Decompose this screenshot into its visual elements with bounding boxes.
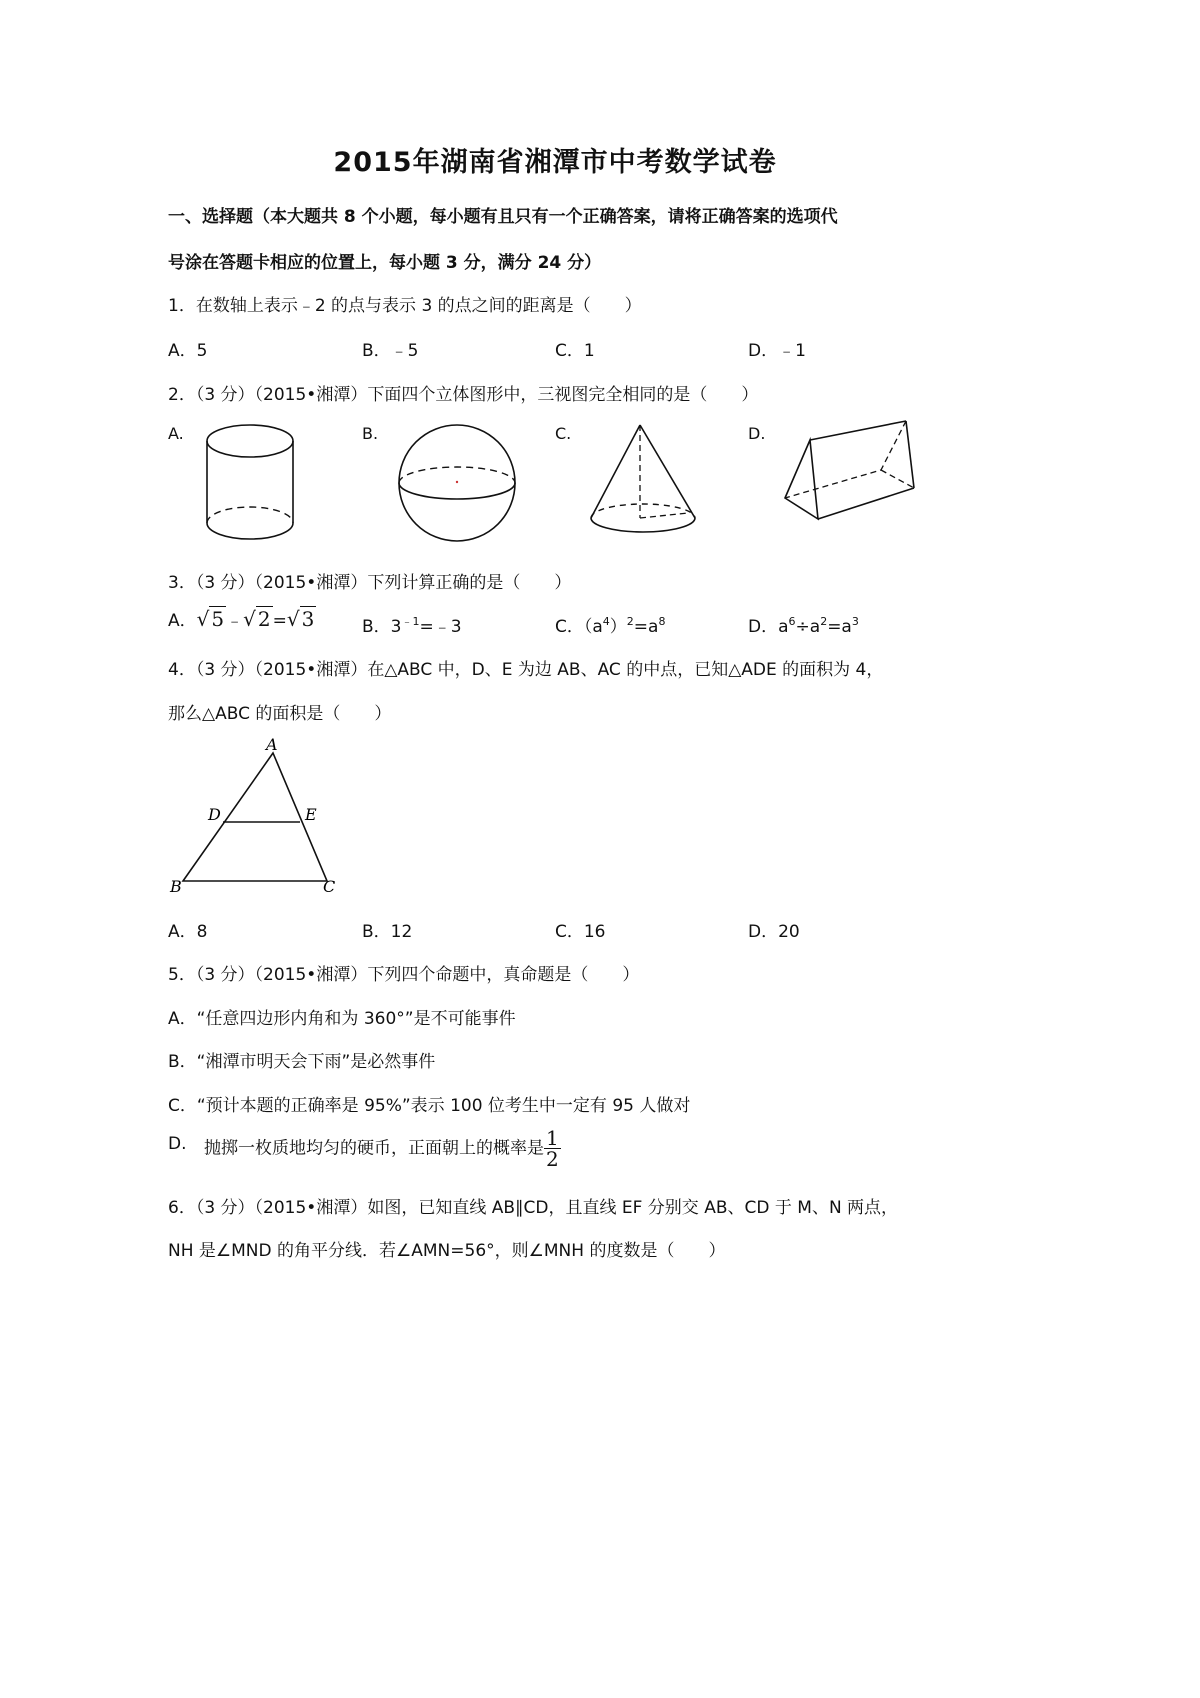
q3-option-a-label: A．	[168, 611, 197, 631]
q1-stem: 1．在数轴上表示﹣2 的点与表示 3 的点之间的距离是（ ）	[168, 296, 642, 316]
sqrt-2: √ 2	[243, 607, 271, 631]
sqrt-5: √ 5	[196, 607, 225, 631]
q4-stem-line1: 4．（3 分）（2015•湘潭）在△ABC 中，D、E 为边 AB、AC 的中点，已知△ADE 的面积为 4，	[168, 660, 884, 680]
q3-d-a: a	[778, 617, 789, 637]
q3-c-exp3: 8	[658, 615, 666, 628]
minus-sign: ﹣	[226, 611, 244, 631]
q3-option-c	[555, 612, 665, 637]
fraction-numerator: 1	[546, 1126, 559, 1150]
q4-option-b: B．12	[362, 922, 413, 942]
cone-icon	[588, 422, 700, 542]
section-heading-line1: 一、选择题（本大题共 8 个小题，每小题有且只有一个正确答案，请将正确答案的选项代	[168, 207, 838, 227]
q5-option-a: A．“任意四边形内角和为 360°”是不可能事件	[168, 1009, 516, 1029]
q3-c-exp1: 4	[602, 615, 610, 628]
sqrt-3: √ 3	[286, 607, 315, 631]
q5-option-c: C．“预计本题的正确率是 95%”表示 100 位考生中一定有 95 人做对	[168, 1096, 691, 1116]
q3-stem: 3．（3 分）（2015•湘潭）下列计算正确的是（ ）	[168, 573, 572, 593]
q4-stem-line2: 那么△ABC 的面积是（ ）	[168, 704, 392, 724]
q5-option-d-label: D.	[168, 1134, 187, 1154]
label-d: D	[208, 805, 221, 824]
fraction-one-half	[544, 1128, 561, 1169]
q1-option-a: A．5	[168, 341, 208, 361]
q3-option-b	[362, 612, 462, 637]
q5-option-d	[204, 1128, 561, 1169]
equals-sign: =	[272, 611, 287, 631]
q3-c-mid: ）	[609, 617, 627, 637]
triangle-abc-figure	[165, 736, 345, 896]
q5-stem: 5．（3 分）（2015•湘潭）下列四个命题中，真命题是（ ）	[168, 965, 640, 985]
q2-option-d: D.	[748, 424, 766, 443]
q3-b-exponent: ﹣1	[401, 615, 420, 628]
q4-option-a: A．8	[168, 922, 208, 942]
cylinder-icon	[200, 422, 305, 547]
q3-b-rest: =﹣3	[419, 617, 462, 637]
triangular-prism-icon	[780, 418, 925, 523]
q1-option-c: C．1	[555, 341, 595, 361]
label-a: A	[266, 735, 278, 754]
q3-option-d-label: D．	[748, 617, 779, 637]
q2-stem: 2．（3 分）（2015•湘潭）下面四个立体图形中，三视图完全相同的是（ ）	[168, 385, 759, 405]
q5-option-d-text: 抛掷一枚质地均匀的硬币，正面朝上的概率是	[204, 1138, 544, 1159]
q6-stem-line1: 6．（3 分）（2015•湘潭）如图，已知直线 AB∥CD，且直线 EF 分别交 AB、CD 于 M、N 两点，	[168, 1198, 899, 1218]
q3-option-d	[748, 612, 859, 637]
page-title: 2015年湖南省湘潭市中考数学试卷	[333, 147, 777, 178]
label-c: C	[323, 877, 336, 896]
q3-option-c-label: C．	[555, 617, 584, 637]
q3-option-a	[168, 606, 316, 631]
q4-option-d: D．20	[748, 922, 800, 942]
q3-d-b: ÷a	[795, 617, 821, 637]
section-heading-line2: 号涂在答题卡相应的位置上，每小题 3 分，满分 24 分）	[168, 253, 602, 273]
q2-option-c: C.	[555, 424, 572, 443]
q3-option-b-label: B．	[362, 617, 391, 637]
q2-option-b: B.	[362, 424, 379, 443]
q1-option-d: D．﹣1	[748, 341, 806, 361]
q2-option-a: A.	[168, 424, 184, 443]
label-e: E	[305, 805, 317, 824]
sphere-icon	[396, 424, 521, 544]
q5-option-b: B．“湘潭市明天会下雨”是必然事件	[168, 1052, 436, 1072]
q3-d-exp2: 2	[820, 615, 828, 628]
label-b: B	[170, 877, 182, 896]
q3-d-exp1: 6	[788, 615, 796, 628]
q3-c-post: =a	[633, 617, 659, 637]
q6-stem-line2: NH 是∠MND 的角平分线．若∠AMN=56°，则∠MNH 的度数是（ ）	[168, 1241, 726, 1261]
q3-d-c: =a	[827, 617, 852, 637]
q3-b-base: 3	[390, 617, 402, 637]
q3-d-exp3: 3	[851, 615, 859, 628]
q3-c-pre: （a	[583, 617, 603, 637]
q4-option-c: C．16	[555, 922, 606, 942]
q3-c-exp2: 2	[626, 615, 634, 628]
q1-option-b: B．﹣5	[362, 341, 419, 361]
fraction-denominator: 2	[546, 1147, 559, 1171]
